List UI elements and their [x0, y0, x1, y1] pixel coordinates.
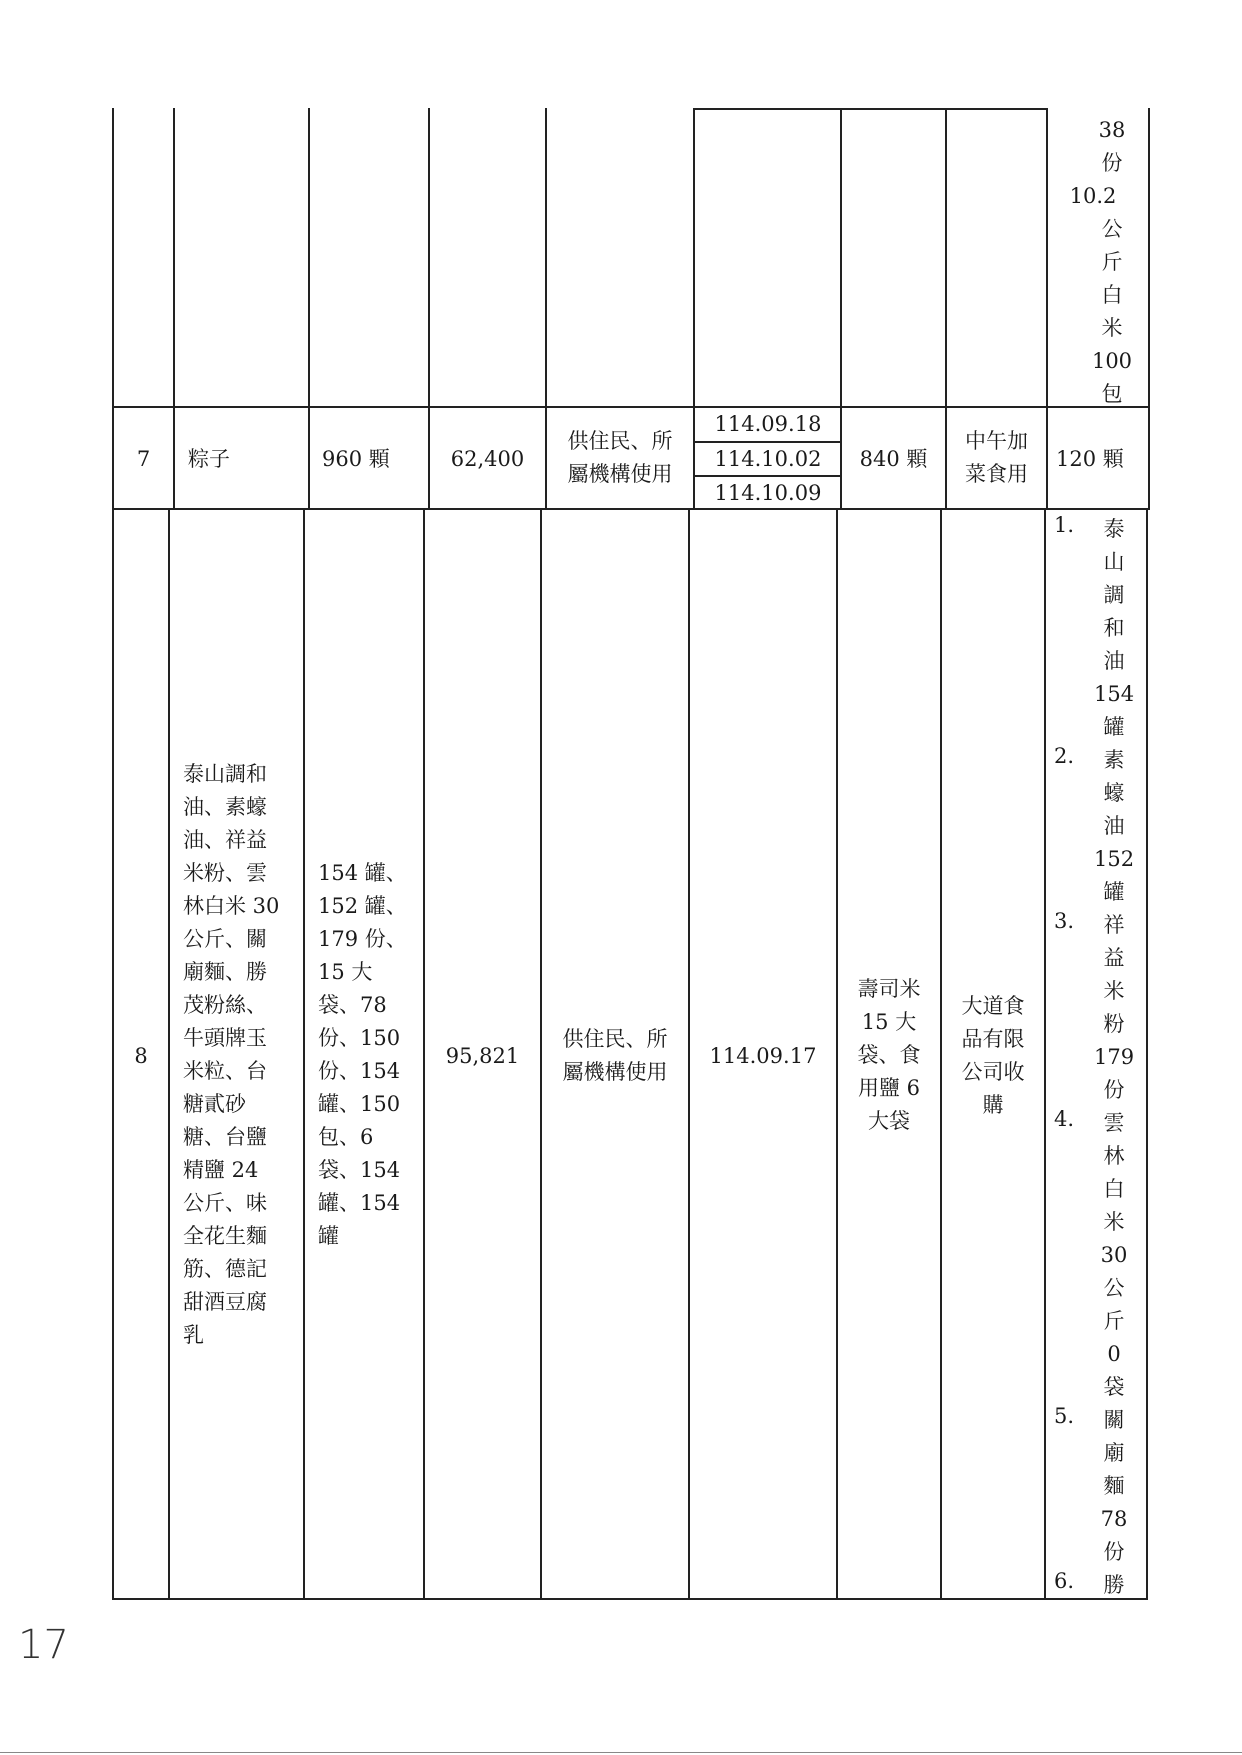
- list-number: 5.: [1054, 1404, 1075, 1428]
- remark: 120 顆: [1056, 447, 1124, 471]
- table-border: [693, 108, 1048, 110]
- purpose: 中午加 菜食用: [965, 429, 1028, 486]
- table-border: [173, 406, 175, 510]
- table-border: [428, 108, 430, 408]
- table-border: [1044, 508, 1046, 1600]
- usage: 供住民、所 屬機構使用: [567, 429, 673, 486]
- list-text: 關 廟 麵 78 份: [1100, 1408, 1128, 1564]
- list-text: 泰 山 調 和 油 154 罐: [1094, 517, 1135, 739]
- table-border: [112, 406, 1150, 408]
- date: 114.09.17: [709, 1044, 817, 1068]
- table-border: [693, 441, 842, 443]
- item-name: 泰山調和 油、素蠔 油、祥益 米粉、雲 林白米 30 公斤、關 廟麵、勝 茂粉絲、 牛頭牌玉 米粒、台 糖貳砂 糖、台鹽 精鹽 24 公斤、味 全花生麵 筋、德記 甜酒豆腐 乳: [183, 762, 280, 1347]
- page-number: 17: [18, 1622, 69, 1668]
- list-text: 素 蠔 油 152 罐: [1094, 748, 1135, 904]
- used-quantity: 840 顆: [859, 447, 928, 471]
- table-border: [693, 108, 695, 408]
- list-number: 3.: [1054, 909, 1075, 933]
- table-border: [945, 108, 947, 408]
- list-number: 4.: [1054, 1107, 1075, 1131]
- date-2: 114.10.02: [714, 447, 822, 471]
- amount: 62,400: [450, 447, 525, 471]
- table-border: [112, 108, 114, 408]
- bottom-rule: [0, 1752, 1242, 1753]
- table-border: [173, 108, 175, 408]
- prev-row-remark: 38 份 10.2 公 斤 白 米 100 包: [1069, 118, 1133, 406]
- table-border: [1148, 406, 1150, 510]
- table-border: [112, 1598, 1148, 1600]
- list-text: 雲 林 白 米 30 公 斤 0 袋: [1100, 1111, 1128, 1399]
- purpose: 大道食 品有限 公司收 購: [961, 994, 1025, 1117]
- usage: 供住民、所 屬機構使用: [562, 1027, 668, 1084]
- quantity: 960 顆: [322, 447, 390, 471]
- used-quantity: 壽司米 15 大 袋、食 用鹽 6 大袋: [857, 977, 921, 1133]
- quantity: 154 罐、 152 罐、 179 份、 15 大 袋、78 份、150 份、154 罐、150 包、6 袋、154 罐、154 罐: [318, 861, 407, 1248]
- row-number: 7: [136, 447, 151, 471]
- table-border: [1046, 108, 1048, 408]
- table-border: [303, 508, 305, 1600]
- table-border: [308, 108, 310, 408]
- list-number: 2.: [1054, 744, 1075, 768]
- table-border: [168, 508, 170, 1600]
- date-1: 114.09.18: [714, 412, 822, 436]
- amount: 95,821: [445, 1044, 520, 1068]
- table-border: [1146, 508, 1148, 1600]
- table-border: [308, 406, 310, 510]
- list-text: 祥 益 米 粉 179 份: [1094, 913, 1135, 1102]
- table-border: [1046, 406, 1048, 510]
- date-3: 114.10.09: [714, 481, 822, 505]
- table-border: [693, 475, 842, 477]
- list-number: 6.: [1054, 1569, 1075, 1593]
- list-number: 1.: [1054, 513, 1075, 537]
- row-number: 8: [134, 1044, 148, 1068]
- table-border: [1148, 108, 1150, 408]
- item-name: 粽子: [188, 447, 230, 471]
- table-border: [840, 108, 842, 408]
- list-text: 勝: [1103, 1573, 1125, 1597]
- table-border: [112, 508, 1150, 510]
- table-border: [545, 108, 547, 408]
